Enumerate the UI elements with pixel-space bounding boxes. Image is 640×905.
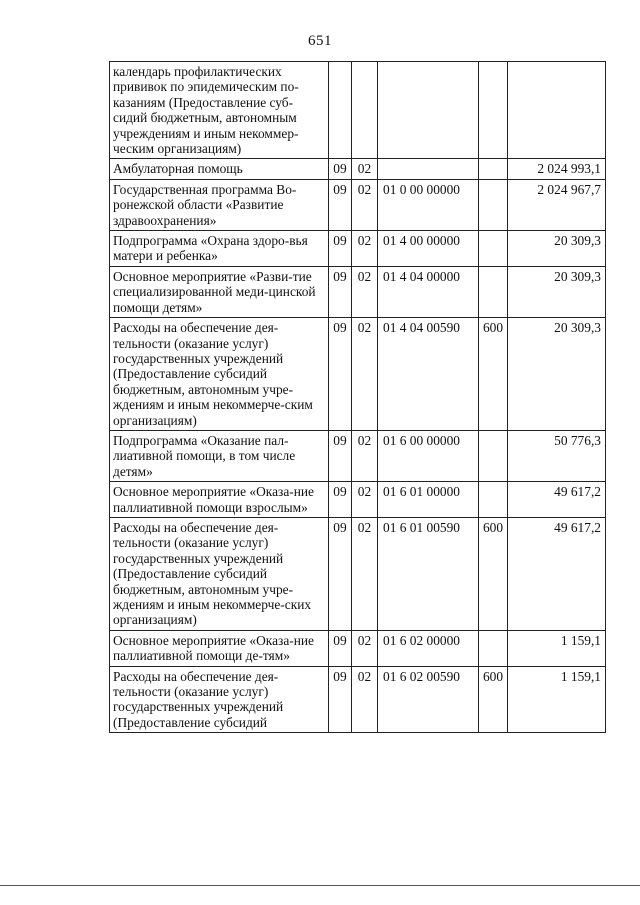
row-subsection [352,62,378,159]
table-row [110,666,606,733]
row-section: 09 [329,266,352,317]
row-name: Расходы на обеспечение дея-тельности (оказание услуг) государственных учреждений (Предоставление субсидий бюджетным, автономным учре-ждениям и иным некоммерче-ских организациям) [110,517,329,630]
table-row [110,630,606,666]
row-name: Подпрограмма «Охрана здоро-вья матери и ребенка» [110,231,329,267]
row-target-code: 01 0 00 00000 [378,179,479,230]
row-section: 09 [329,517,352,630]
row-subsection: 02 [352,666,378,733]
row-subsection: 02 [352,266,378,317]
row-expense-type [479,159,508,179]
row-expense-type: 600 [479,318,508,431]
row-subsection: 02 [352,318,378,431]
row-amount: 2 024 993,1 [508,159,606,179]
row-expense-type [479,430,508,481]
row-name: Расходы на обеспечение дея-тельности (оказание услуг) государственных учреждений (Предоставление субсидий [110,666,329,733]
row-subsection: 02 [352,482,378,518]
row-section: 09 [329,159,352,179]
table-row [110,318,606,431]
row-section: 09 [329,430,352,481]
row-name: Основное мероприятие «Оказа-ние паллиативной помощи де-тям» [110,630,329,666]
row-name: Подпрограмма «Оказание пал-лиативной помощи, в том числе детям» [110,430,329,481]
row-target-code: 01 6 01 00590 [378,517,479,630]
row-target-code: 01 4 00 00000 [378,231,479,267]
row-target-code [378,159,479,179]
row-target-code: 01 4 04 00590 [378,318,479,431]
row-amount: 20 309,3 [508,318,606,431]
row-subsection: 02 [352,159,378,179]
row-name: Основное мероприятие «Разви-тие специализированной меди-цинской помощи детям» [110,266,329,317]
bottom-rule [0,885,640,886]
row-expense-type [479,482,508,518]
row-section: 09 [329,482,352,518]
row-amount [508,62,606,159]
table-row [110,62,606,159]
row-section: 09 [329,318,352,431]
row-target-code [378,62,479,159]
row-amount: 49 617,2 [508,517,606,630]
row-subsection: 02 [352,430,378,481]
row-amount: 20 309,3 [508,231,606,267]
row-subsection: 02 [352,179,378,230]
row-expense-type: 600 [479,517,508,630]
row-subsection: 02 [352,517,378,630]
row-subsection: 02 [352,231,378,267]
row-amount: 20 309,3 [508,266,606,317]
table-row [110,430,606,481]
row-name: календарь профилактических прививок по эпидемическим по-казаниям (Предоставление суб-сидий бюджетным, автономным учреждениям и иным некоммер-ческим организациям) [110,62,329,159]
table-row [110,517,606,630]
row-section: 09 [329,231,352,267]
row-target-code: 01 6 02 00590 [378,666,479,733]
row-target-code: 01 6 00 00000 [378,430,479,481]
row-amount: 1 159,1 [508,666,606,733]
row-expense-type: 600 [479,666,508,733]
row-amount: 1 159,1 [508,630,606,666]
row-section: 09 [329,666,352,733]
row-subsection: 02 [352,630,378,666]
row-name: Основное мероприятие «Оказа-ние паллиативной помощи взрослым» [110,482,329,518]
row-name: Государственная программа Во-ронежской области «Развитие здравоохранения» [110,179,329,230]
row-amount: 49 617,2 [508,482,606,518]
budget-table [109,61,606,733]
row-section: 09 [329,630,352,666]
table-row [110,159,606,179]
row-target-code: 01 6 01 00000 [378,482,479,518]
row-name: Амбулаторная помощь [110,159,329,179]
row-amount: 2 024 967,7 [508,179,606,230]
row-expense-type [479,62,508,159]
table-row [110,266,606,317]
row-section: 09 [329,179,352,230]
row-target-code: 01 6 02 00000 [378,630,479,666]
table-row [110,482,606,518]
table-row [110,179,606,230]
row-target-code: 01 4 04 00000 [378,266,479,317]
row-expense-type [479,179,508,230]
row-expense-type [479,630,508,666]
row-expense-type [479,266,508,317]
row-expense-type [479,231,508,267]
page-number: 651 [308,33,332,49]
row-amount: 50 776,3 [508,430,606,481]
row-name: Расходы на обеспечение дея-тельности (оказание услуг) государственных учреждений (Предоставление субсидий бюджетным, автономным учре-ждениям и иным некоммерче-ским организациям) [110,318,329,431]
row-section [329,62,352,159]
table-row [110,231,606,267]
